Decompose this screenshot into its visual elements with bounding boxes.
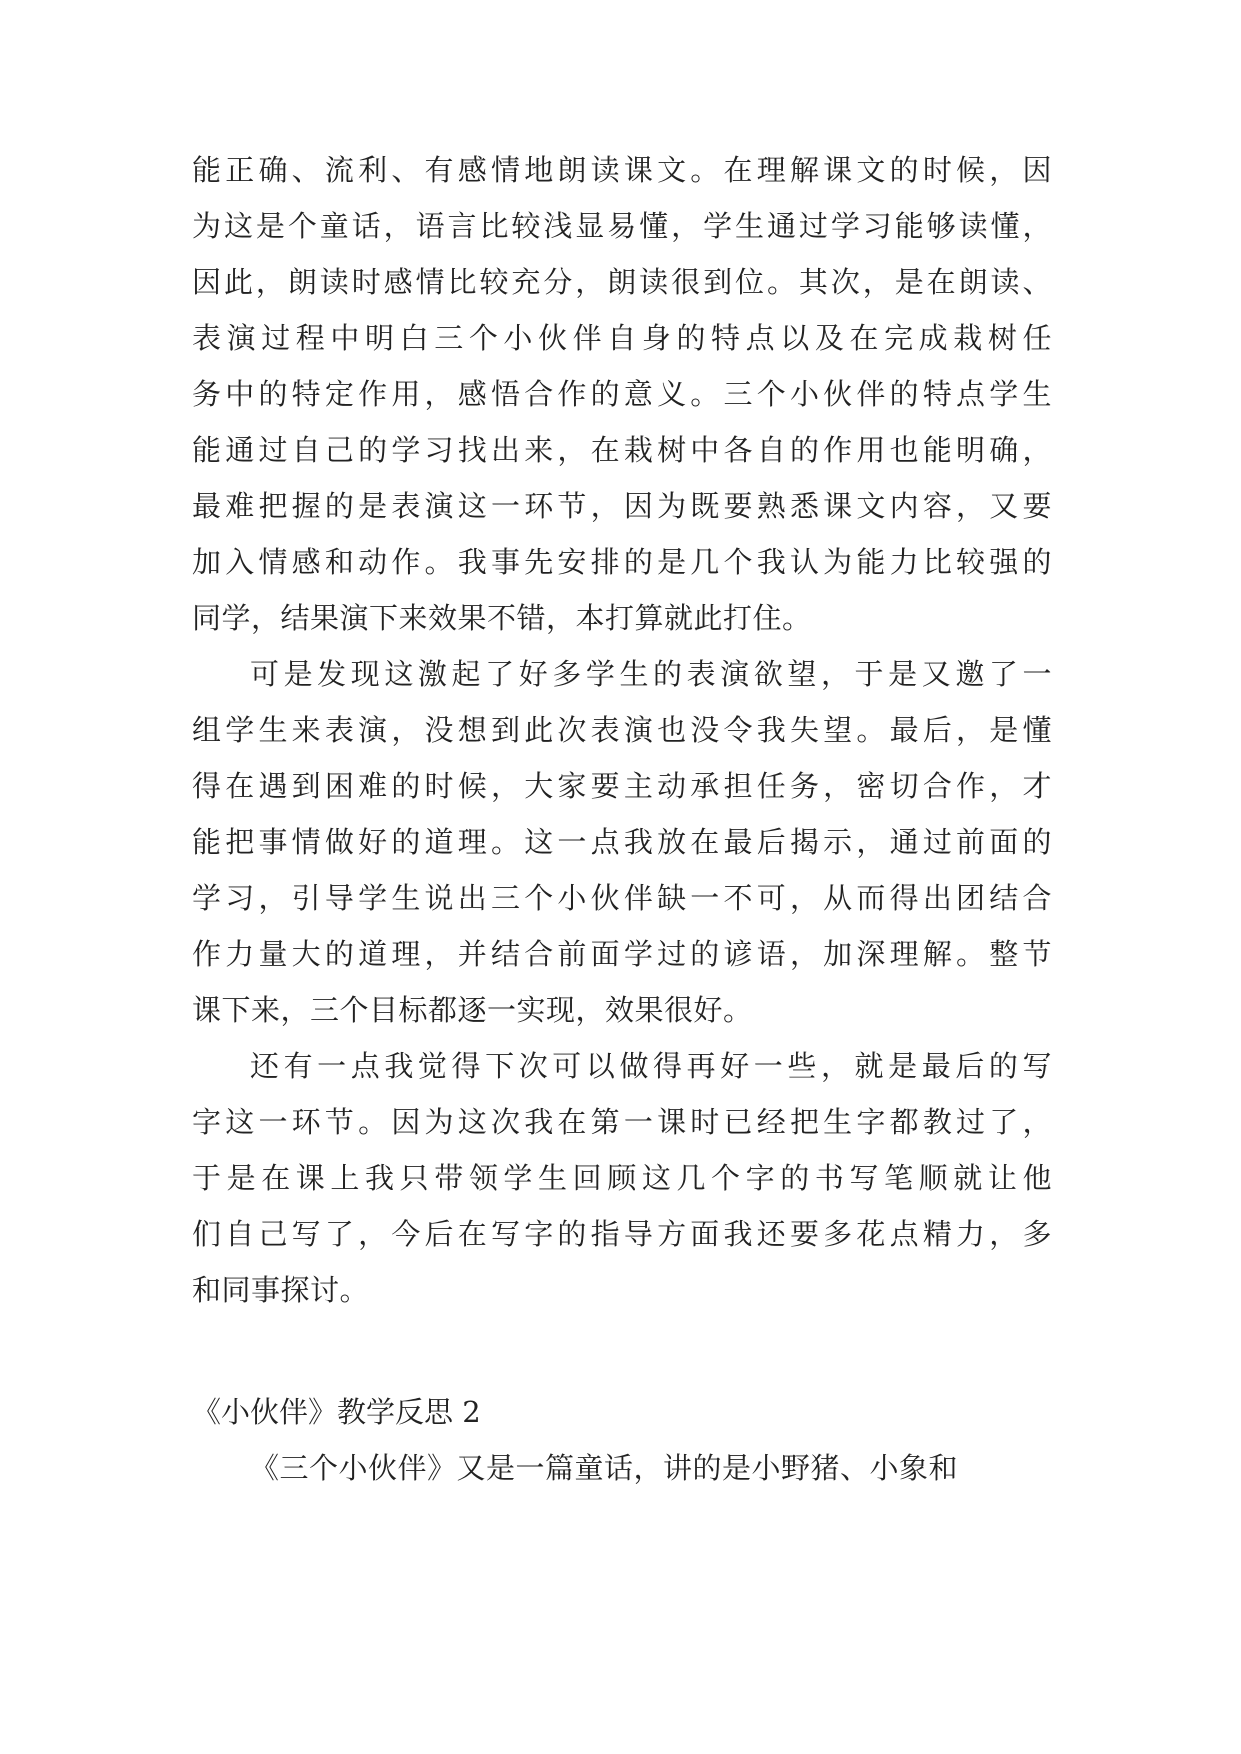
section-heading: 《小伙伴》教学反思 2 <box>192 1395 481 1429</box>
paragraph-1-line-6: 能通过自己的学习找出来，在栽树中各自的作用也能明确， <box>192 433 1052 467</box>
paragraph-2-line-5: 学习，引导学生说出三个小伙伴缺一不可，从而得出团结合 <box>192 881 1052 915</box>
paragraph-2-line-7: 课下来，三个目标都逐一实现，效果很好。 <box>192 993 753 1027</box>
paragraph-2-line-1: 可是发现这激起了好多学生的表演欲望，于是又邀了一 <box>250 657 1052 691</box>
section-2-intro-line: 《三个小伙伴》又是一篇童话，讲的是小野猪、小象和 <box>250 1451 959 1485</box>
paragraph-1-line-1: 能正确、流利、有感情地朗读课文。在理解课文的时候，因 <box>192 153 1052 187</box>
paragraph-3-line-3: 于是在课上我只带领学生回顾这几个字的书写笔顺就让他 <box>192 1161 1052 1195</box>
paragraph-3-line-5: 和同事探讨。 <box>192 1273 370 1307</box>
paragraph-3-line-1: 还有一点我觉得下次可以做得再好一些，就是最后的写 <box>250 1049 1052 1083</box>
paragraph-3-line-4: 们自己写了，今后在写字的指导方面我还要多花点精力，多 <box>192 1217 1052 1251</box>
paragraph-1-line-7: 最难把握的是表演这一环节，因为既要熟悉课文内容，又要 <box>192 489 1052 523</box>
paragraph-1-line-2: 为这是个童话，语言比较浅显易懂，学生通过学习能够读懂， <box>192 209 1052 243</box>
paragraph-2-line-4: 能把事情做好的道理。这一点我放在最后揭示，通过前面的 <box>192 825 1052 859</box>
paragraph-1-line-5: 务中的特定作用，感悟合作的意义。三个小伙伴的特点学生 <box>192 377 1052 411</box>
paragraph-2-line-6: 作力量大的道理，并结合前面学过的谚语，加深理解。整节 <box>192 937 1052 971</box>
paragraph-2-line-3: 得在遇到困难的时候，大家要主动承担任务，密切合作，才 <box>192 769 1052 803</box>
paragraph-3-line-2: 字这一环节。因为这次我在第一课时已经把生字都教过了， <box>192 1105 1052 1139</box>
paragraph-1-line-3: 因此，朗读时感情比较充分，朗读很到位。其次，是在朗读、 <box>192 265 1052 299</box>
paragraph-2-line-2: 组学生来表演，没想到此次表演也没令我失望。最后，是懂 <box>192 713 1052 747</box>
paragraph-1-line-8: 加入情感和动作。我事先安排的是几个我认为能力比较强的 <box>192 545 1052 579</box>
paragraph-1-line-9: 同学，结果演下来效果不错，本打算就此打住。 <box>192 601 812 635</box>
paragraph-1-line-4: 表演过程中明白三个小伙伴自身的特点以及在完成栽树任 <box>192 321 1052 355</box>
